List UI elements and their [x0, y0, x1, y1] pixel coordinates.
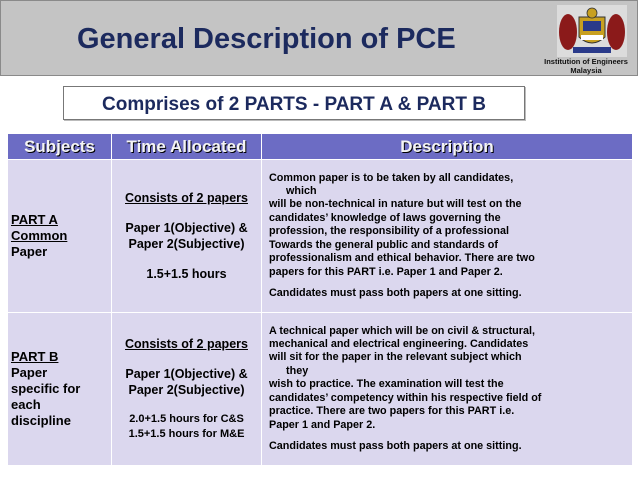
desc-line: will sit for the paper in the relevant subject which [269, 351, 522, 364]
time-hours: 1.5+1.5 hours for M&E [128, 428, 245, 440]
time-heading: Consists of 2 papers [125, 191, 248, 205]
time-hours: 2.0+1.5 hours for C&S [129, 413, 244, 425]
table-header-row [8, 134, 633, 160]
subject-line: discipline [11, 413, 71, 428]
part-a-label: PART A [11, 212, 58, 227]
desc-line: Paper 1 and Paper 2. [269, 418, 376, 431]
iem-crest-logo [557, 5, 627, 57]
time-heading: Consists of 2 papers [125, 337, 248, 351]
description-cell [262, 160, 633, 313]
subject-line: Common [11, 228, 68, 243]
column-header-description: Description [262, 134, 633, 160]
table-row-part-b [8, 313, 633, 466]
desc-line: practice. There are two papers for this PART i.e. [269, 405, 515, 418]
time-line: Paper 1(Objective) & [125, 221, 248, 235]
desc-line: papers for this PART i.e. Paper 1 and Paper 2. [269, 265, 503, 278]
institution-name-line1: Institution of Engineers [544, 57, 628, 66]
subject-line: specific for [11, 381, 81, 396]
subject-cell [8, 313, 112, 466]
header-bar [0, 0, 638, 76]
desc-line: wish to practice. The examination will test the [269, 378, 504, 391]
desc-line: Towards the general public and standards of [269, 238, 498, 251]
time-allocated-cell [112, 160, 262, 313]
desc-line: A technical paper which will be on civil & structural, [269, 324, 535, 337]
pce-table [7, 133, 633, 466]
description-cell [262, 313, 633, 466]
desc-line: Common paper is to be taken by all candidates, [269, 171, 514, 184]
desc-line: will be non-technical in nature but will test on the [269, 198, 522, 211]
time-line: Paper 2(Subjective) [128, 383, 245, 397]
desc-line: they [286, 364, 309, 377]
desc-line: candidates’ knowledge of laws governing the [269, 211, 501, 224]
subtitle: Comprises of 2 PARTS - PART A & PART B [102, 94, 486, 115]
column-header-time-allocated: Time Allocated [112, 134, 262, 160]
subtitle-box [63, 86, 525, 120]
desc-line: which [286, 185, 317, 198]
time-line: Paper 1(Objective) & [125, 367, 248, 381]
page-title: General Description of PCE [77, 23, 456, 55]
subject-cell [8, 160, 112, 313]
desc-line: professionalism and ethical behavior. There are two [269, 252, 535, 265]
column-header-subjects: Subjects [8, 134, 112, 160]
desc-line: candidates’ competency within his respective field of [269, 391, 542, 404]
institution-name [533, 57, 638, 75]
table-row-part-a [8, 160, 633, 313]
subject-line: Paper [11, 365, 48, 380]
subject-line: Paper [11, 244, 48, 259]
time-line: Paper 2(Subjective) [128, 237, 245, 251]
desc-line: mechanical and electrical engineering. Candidates [269, 338, 529, 351]
time-hours: 1.5+1.5 hours [146, 267, 227, 281]
desc-line: profession, the responsibility of a professional [269, 225, 509, 238]
desc-line: Candidates must pass both papers at one sitting. [269, 286, 522, 299]
desc-line: Candidates must pass both papers at one sitting. [269, 439, 522, 452]
time-allocated-cell [112, 313, 262, 466]
institution-name-line2: Malaysia [570, 66, 602, 75]
subject-line: each [11, 397, 41, 412]
part-b-label: PART B [11, 349, 59, 364]
